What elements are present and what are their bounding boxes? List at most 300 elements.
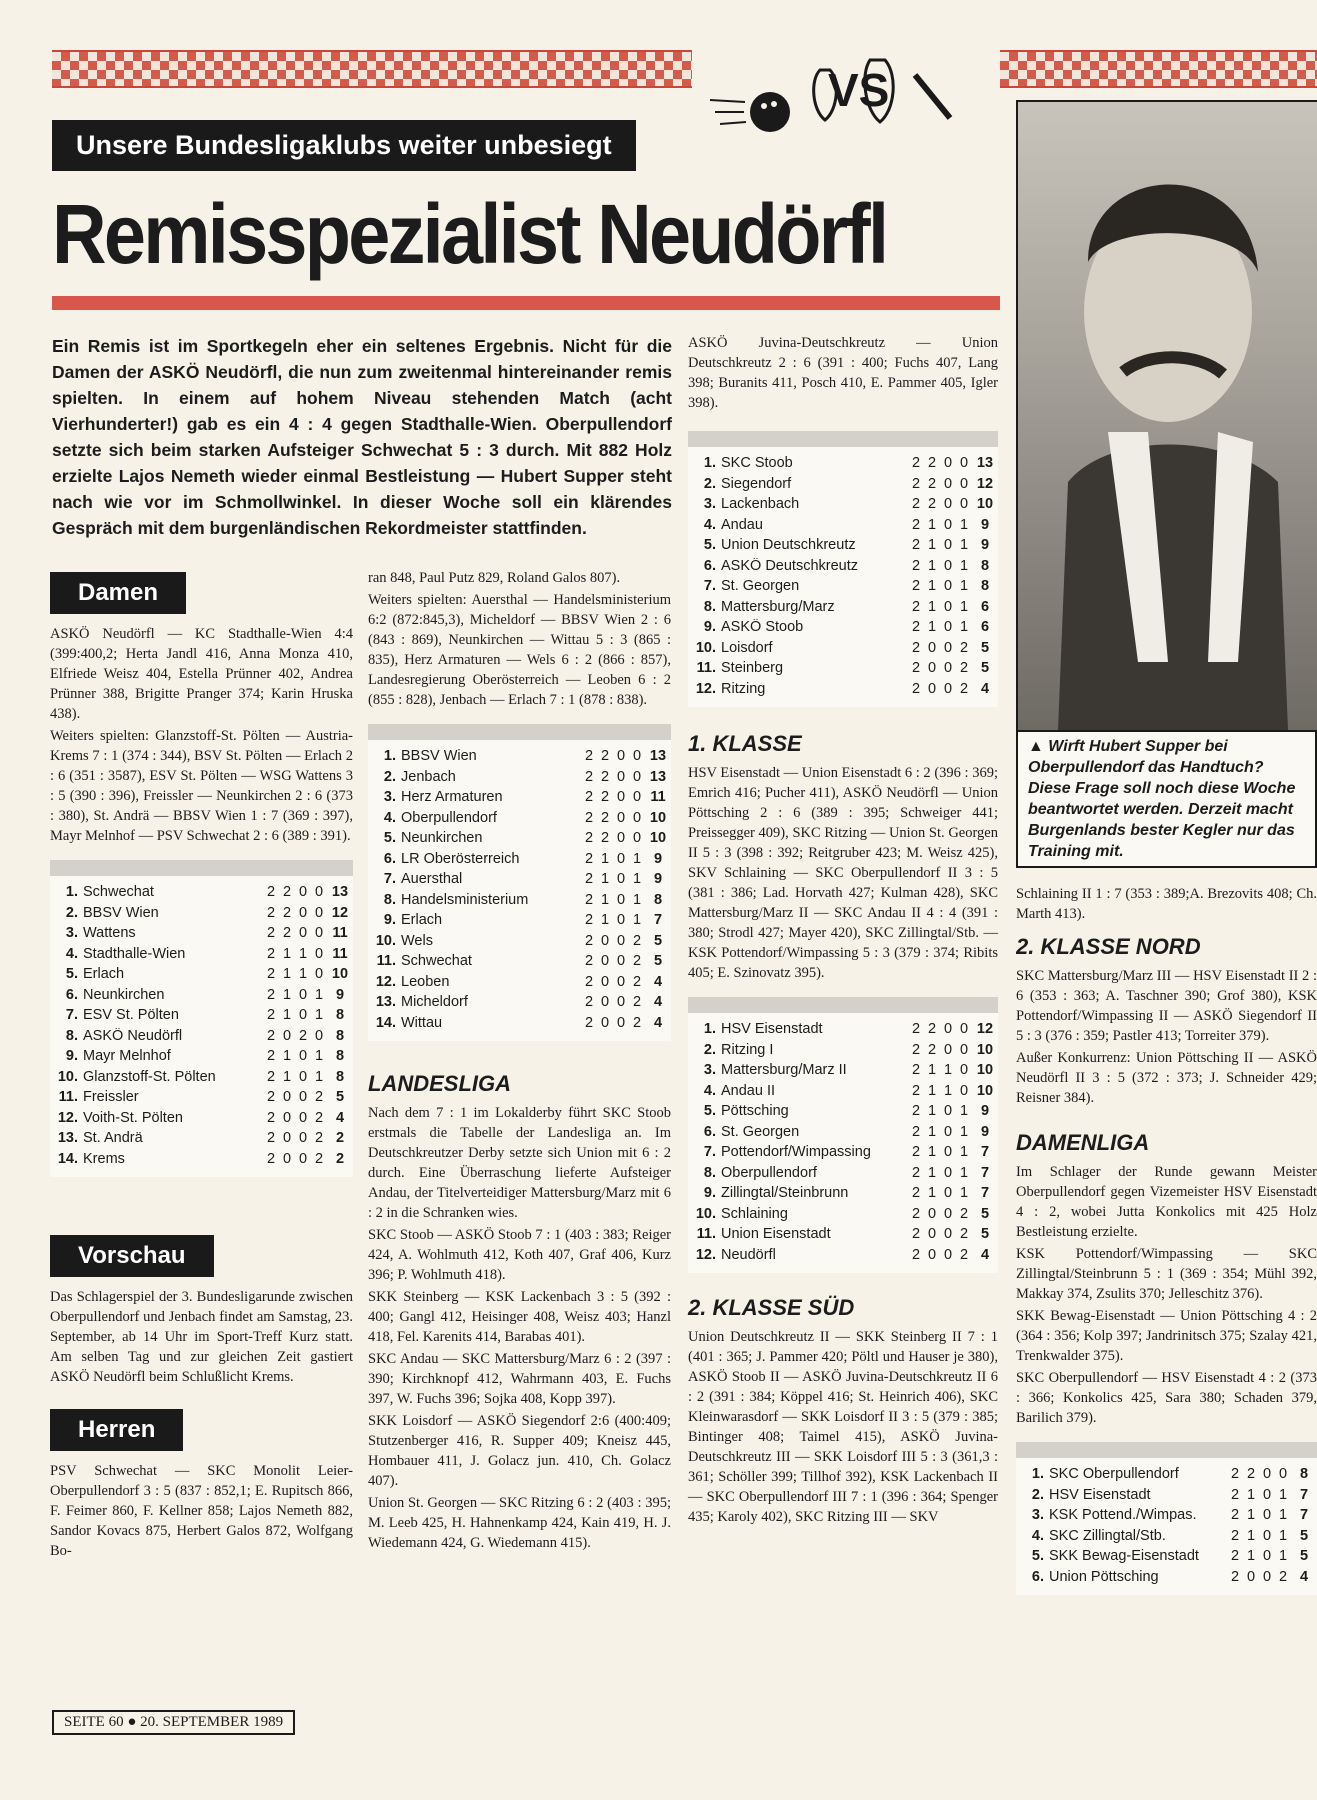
klasse2sued-report-continued: Schlaining II 1 : 7 (353 : 389;A. Brezovits 408; Ch. Marth 413). — [1016, 886, 1317, 922]
stat-cell: 2 — [282, 884, 292, 901]
stat-cell: 2 — [600, 789, 610, 806]
points-cell: 10 — [649, 830, 667, 847]
points-cell: 5 — [653, 953, 663, 970]
rank-cell: 8. — [703, 598, 716, 615]
rank-cell: 6. — [703, 557, 716, 574]
points-cell: 4 — [653, 1014, 663, 1031]
stat-cell: 0 — [314, 904, 324, 921]
team-name-cell: Union Eisenstadt — [721, 1226, 831, 1243]
stat-cell: 2 — [314, 1150, 324, 1167]
team-name-cell: Lackenbach — [721, 496, 800, 513]
stat-cell: 0 — [632, 789, 642, 806]
stat-cell: 0 — [298, 1130, 308, 1147]
stat-cell: 0 — [632, 830, 642, 847]
table-row — [688, 1019, 998, 1040]
stat-cell: 1 — [927, 1082, 937, 1099]
stat-cell: 0 — [616, 953, 626, 970]
table-row — [368, 787, 671, 808]
stat-cell: 0 — [943, 1205, 953, 1222]
table-row — [50, 882, 353, 903]
team-name-cell: Siegendorf — [721, 475, 792, 492]
stat-cell: 0 — [943, 680, 953, 697]
stat-cell: 2 — [584, 973, 594, 990]
stat-cell: 2 — [911, 455, 921, 472]
table-row — [50, 1149, 353, 1170]
table-row — [1016, 1526, 1317, 1547]
stat-cell: 2 — [927, 475, 937, 492]
stat-cell: 0 — [282, 1027, 292, 1044]
damenliga-result-2: SKK Bewag-Eisenstadt — Union Pöttsching 4 : 2 (364 : 356; Kolp 397; Jandrinitsch 375; Szalay 421, Trenkwalder 375). — [1016, 1308, 1317, 1364]
stat-cell: 1 — [927, 1164, 937, 1181]
stat-cell: 2 — [632, 953, 642, 970]
stat-cell: 1 — [1246, 1548, 1256, 1565]
damen-result: ASKÖ Neudörfl — KC Stadthalle-Wien 4:4 (399:400,2; Herta Jandl 416, Anna Monza 410, Elfriede Weisz 404, Estella Prünner 402, Andrea Prünner 388, Brigitte Pranger 374; Karin Hruska 438). — [50, 626, 353, 722]
stat-cell: 1 — [959, 598, 969, 615]
stat-cell: 2 — [927, 455, 937, 472]
team-name-cell: St. Andrä — [83, 1130, 143, 1147]
stat-cell: 0 — [959, 1082, 969, 1099]
stat-cell: 0 — [959, 1021, 969, 1038]
points-cell: 11 — [650, 789, 666, 806]
stat-cell: 0 — [314, 1027, 324, 1044]
checker-band-right — [1000, 50, 1317, 88]
points-cell: 8 — [335, 1068, 345, 1085]
rank-cell: 9. — [65, 1048, 78, 1065]
rank-cell: 8. — [383, 891, 396, 908]
page-footer: SEITE 60 ● 20. SEPTEMBER 1989 — [52, 1710, 295, 1735]
table-row — [1016, 1485, 1317, 1506]
stat-cell: 1 — [927, 598, 937, 615]
landesliga-result-4: SKK Loisdorf — ASKÖ Siegendorf 2:6 (400:409; Stutzenberger 416, R. Supper 409; Kneisz 445, Hombauer 411, J. Golacz jun. 410, Ch. Golacz 407). — [368, 1413, 671, 1489]
stat-cell: 0 — [927, 660, 937, 677]
herren-weitere: Weiters spielten: Auersthal — Handelsministerium 6:2 (872:845,3), Micheldorf — BBSV Wien 2 : 6 (843 : 869), Neunkirchen — Wittau 5 : 3 (865 : 835), Herz Armaturen — Wels 6 : 2 (866 : 857), Landesregierung Oberösterreich — Leoben 6 : 2 (855 : 828), Jenbach — Erlach 7 : 1 (878 : 838). — [368, 592, 671, 708]
stat-cell: 2 — [584, 1014, 594, 1031]
stat-cell: 0 — [943, 516, 953, 533]
team-name-cell: Neunkirchen — [401, 830, 483, 847]
stat-cell: 0 — [959, 496, 969, 513]
section-landesliga: LANDESLIGA — [368, 1071, 511, 1096]
stat-cell: 1 — [1278, 1507, 1288, 1524]
rank-cell: 8. — [703, 1164, 716, 1181]
stat-cell: 0 — [298, 925, 308, 942]
stat-cell: 1 — [927, 619, 937, 636]
section-2-klasse-nord: 2. KLASSE NORD — [1016, 934, 1201, 959]
team-name-cell: Handelsministerium — [401, 891, 529, 908]
rank-cell: 3. — [65, 925, 78, 942]
stat-cell: 0 — [943, 619, 953, 636]
stat-cell: 0 — [1278, 1466, 1288, 1483]
team-name-cell: Leoben — [401, 973, 450, 990]
rank-cell: 12. — [695, 680, 716, 697]
page-headline: Remisspezialist Neudörfl — [52, 187, 887, 281]
team-name-cell: Oberpullendorf — [401, 809, 497, 826]
stat-cell: 0 — [943, 455, 953, 472]
stat-cell: 1 — [314, 1048, 324, 1065]
stat-cell: 0 — [943, 1103, 953, 1120]
stat-cell: 0 — [298, 1048, 308, 1065]
stat-cell: 2 — [584, 809, 594, 826]
stat-cell: 0 — [600, 994, 610, 1011]
team-name-cell: Zillingtal/Steinbrunn — [721, 1185, 849, 1202]
team-name-cell: HSV Eisenstadt — [1049, 1486, 1151, 1503]
rank-cell: 4. — [703, 1082, 716, 1099]
rank-cell: 3. — [703, 1062, 716, 1079]
stat-cell: 1 — [959, 1164, 969, 1181]
stat-cell: 1 — [927, 537, 937, 554]
points-cell: 8 — [1299, 1466, 1309, 1483]
stat-cell: 2 — [911, 1226, 921, 1243]
stat-cell: 2 — [911, 619, 921, 636]
rank-cell: 4. — [703, 516, 716, 533]
team-name-cell: LR Oberösterreich — [401, 850, 520, 867]
stat-cell: 1 — [959, 1144, 969, 1161]
points-cell: 9 — [653, 871, 663, 888]
rank-cell: 5. — [383, 830, 396, 847]
team-name-cell: SKC Zillingtal/Stb. — [1049, 1527, 1166, 1544]
stat-cell: 0 — [616, 768, 626, 785]
photo-caption: ▲ Wirft Hubert Supper bei Oberpullendorf das Handtuch? Diese Frage soll noch diese Woche beantwortet werden. Derzeit macht Burgenlands bester Kegler nur das Training mit. — [1016, 730, 1317, 868]
points-cell: 5 — [980, 639, 990, 656]
stat-cell: 2 — [911, 1021, 921, 1038]
landesliga-result-6: ASKÖ Juvina-Deutschkreutz — Union Deutschkreutz 2 : 6 (391 : 400; Fuchs 407, Lang 398; Buranits 411, Posch 410, E. Pammer 405, Igler 398). — [688, 335, 998, 411]
points-cell: 7 — [980, 1185, 990, 1202]
klasse1-standings-table — [688, 997, 998, 1273]
stat-cell: 0 — [943, 1144, 953, 1161]
stat-cell: 1 — [959, 1185, 969, 1202]
stat-cell: 2 — [632, 973, 642, 990]
table-row — [50, 1087, 353, 1108]
table-row — [688, 453, 998, 474]
stat-cell: 2 — [911, 496, 921, 513]
stat-cell: 1 — [927, 1103, 937, 1120]
rank-cell: 8. — [65, 1027, 78, 1044]
stat-cell: 2 — [632, 994, 642, 1011]
rank-cell: 7. — [65, 1007, 78, 1024]
stat-cell: 0 — [943, 1164, 953, 1181]
headline-red-bar — [52, 296, 1000, 310]
stat-cell: 0 — [943, 537, 953, 554]
team-name-cell: Auersthal — [401, 871, 463, 888]
stat-cell: 2 — [632, 932, 642, 949]
team-name-cell: Oberpullendorf — [721, 1164, 817, 1181]
stat-cell: 2 — [911, 578, 921, 595]
stat-cell: 1 — [600, 912, 610, 929]
rank-cell: 7. — [383, 871, 396, 888]
klasse2sued-report: Union Deutschkreutz II — SKK Steinberg II 7 : 1 (401 : 365; J. Pammer 420; Pöltl und Hauser je 380), ASKÖ Stoob II — ASKÖ Juvina-Deutschkreutz II 6 : 2 (391 : 384; Köppel 416; St. Heinrich 406), SKC Kleinwarasdorf — SKK Loisdorf II 3 : 5 (379 : 385; Bintinger 408; Taimel 415), ASKÖ Juvina-Deutschkreutz III — SKK Loisdorf III 5 : 3 (361,3 : 361; Schöller 399; Tillhof 392), KSK Lackenbach II — SKC Oberpullendorf III 7 : 1 (396 : 364; Spenger 435; Karoly 402), SKC Ritzing III — SKV — [688, 1329, 998, 1525]
points-cell: 8 — [335, 1027, 345, 1044]
stat-cell: 1 — [959, 578, 969, 595]
stat-cell: 1 — [632, 891, 642, 908]
stat-cell: 2 — [282, 925, 292, 942]
table-row — [50, 1128, 353, 1149]
table-row — [688, 597, 998, 618]
team-name-cell: ESV St. Pölten — [83, 1007, 179, 1024]
team-name-cell: ASKÖ Deutschkreutz — [721, 557, 858, 574]
svg-text:VS: VS — [828, 64, 890, 116]
team-name-cell: SKC Oberpullendorf — [1049, 1466, 1179, 1483]
stat-cell: 2 — [584, 891, 594, 908]
points-cell: 7 — [980, 1144, 990, 1161]
stat-cell: 1 — [600, 891, 610, 908]
table-row — [368, 1013, 671, 1034]
rank-cell: 11. — [696, 1226, 716, 1243]
section-header-damen: Damen — [50, 572, 186, 614]
stat-cell: 2 — [1278, 1568, 1288, 1585]
table-row — [688, 1101, 998, 1122]
table-row — [688, 1040, 998, 1061]
table-row — [50, 964, 353, 985]
stat-cell: 2 — [1230, 1507, 1240, 1524]
table-row — [1016, 1546, 1317, 1567]
table-row — [50, 985, 353, 1006]
stat-cell: 0 — [927, 1246, 937, 1263]
table-row — [368, 972, 671, 993]
points-cell: 7 — [980, 1164, 990, 1181]
herren-report: PSV Schwechat — SKC Monolit Leier-Oberpullendorf 3 : 5 (837 : 852,1; E. Rupitsch 866, F. Feimer 860, F. Kellner 858; Lajos Nemeth 882, Sandor Kovacs 875, Herbert Galos 872, Wolfgang Bo- — [50, 1463, 353, 1559]
stat-cell: 2 — [927, 1021, 937, 1038]
rank-cell: 6. — [383, 850, 396, 867]
team-name-cell: SKC Stoob — [721, 455, 793, 472]
points-cell: 10 — [976, 1082, 994, 1099]
points-cell: 9 — [980, 516, 990, 533]
team-name-cell: Mattersburg/Marz — [721, 598, 835, 615]
stat-cell: 0 — [298, 1150, 308, 1167]
team-name-cell: Union Deutschkreutz — [721, 537, 856, 554]
stat-cell: 0 — [632, 748, 642, 765]
points-cell: 10 — [976, 1062, 994, 1079]
table-row — [688, 1163, 998, 1184]
stat-cell: 2 — [282, 904, 292, 921]
stat-cell: 2 — [584, 748, 594, 765]
stat-cell: 2 — [911, 557, 921, 574]
stat-cell: 0 — [616, 994, 626, 1011]
rank-cell: 9. — [703, 619, 716, 636]
team-name-cell: Voith-St. Pölten — [83, 1109, 183, 1126]
points-cell: 5 — [980, 1226, 990, 1243]
table-row — [368, 951, 671, 972]
stat-cell: 2 — [911, 537, 921, 554]
stat-cell: 0 — [1262, 1548, 1272, 1565]
points-cell: 4 — [980, 1246, 990, 1263]
table-row — [688, 576, 998, 597]
team-name-cell: Glanzstoff-St. Pölten — [83, 1068, 216, 1085]
team-name-cell: BBSV Wien — [83, 904, 159, 921]
rank-cell: 7. — [703, 578, 716, 595]
team-name-cell: Mattersburg/Marz II — [721, 1062, 847, 1079]
landesliga-intro: Nach dem 7 : 1 im Lokalderby führt SKC Stoob erstmals die Tabelle der Landesliga an. Im Deutschkreutzer Derby setzte sich Union mit 6 : 2 durch. Eine Überraschung lieferte Aufsteiger Andau, der Titelverteidiger Mattersburg/Marz mit 6 : 2 in die Schranken wies. — [368, 1105, 671, 1221]
stat-cell: 0 — [600, 1014, 610, 1031]
stat-cell: 2 — [266, 1150, 276, 1167]
stat-cell: 2 — [959, 680, 969, 697]
checker-band-left — [52, 50, 692, 88]
stat-cell: 2 — [584, 830, 594, 847]
stat-cell: 2 — [911, 1205, 921, 1222]
points-cell: 11 — [332, 925, 348, 942]
stat-cell: 1 — [1278, 1548, 1288, 1565]
stat-cell: 0 — [616, 850, 626, 867]
rank-cell: 5. — [703, 537, 716, 554]
rank-cell: 12. — [57, 1109, 78, 1126]
column-4 — [1016, 884, 1317, 1595]
stat-cell: 2 — [911, 1185, 921, 1202]
table-row — [50, 1046, 353, 1067]
points-cell: 12 — [976, 1021, 994, 1038]
stat-cell: 0 — [616, 789, 626, 806]
stat-cell: 2 — [266, 904, 276, 921]
player-photo — [1016, 100, 1317, 732]
team-name-cell: Krems — [83, 1150, 125, 1167]
team-name-cell: BBSV Wien — [401, 748, 477, 765]
damenliga-result-3: SKC Oberpullendorf — HSV Eisenstadt 4 : 2 (373 : 366; Konkolics 425, Sara 380; Schaden 379, Barilich 379). — [1016, 1370, 1317, 1426]
stat-cell: 1 — [927, 1185, 937, 1202]
rank-cell: 9. — [383, 912, 396, 929]
points-cell: 2 — [335, 1150, 345, 1167]
team-name-cell: SKK Bewag-Eisenstadt — [1049, 1548, 1199, 1565]
stat-cell: 2 — [266, 986, 276, 1003]
table-row — [1016, 1567, 1317, 1588]
stat-cell: 2 — [927, 496, 937, 513]
rank-cell: 11. — [58, 1089, 78, 1106]
table-row — [688, 1224, 998, 1245]
table-row — [688, 1081, 998, 1102]
rank-cell: 12. — [375, 973, 396, 990]
stat-cell: 2 — [959, 639, 969, 656]
stat-cell: 1 — [959, 557, 969, 574]
stat-cell: 2 — [266, 1007, 276, 1024]
stat-cell: 2 — [911, 1123, 921, 1140]
stat-cell: 2 — [911, 1062, 921, 1079]
stat-cell: 2 — [1230, 1548, 1240, 1565]
stat-cell: 1 — [632, 912, 642, 929]
stat-cell: 2 — [584, 912, 594, 929]
rank-cell: 13. — [57, 1130, 78, 1147]
man-with-towel-icon — [1018, 102, 1317, 730]
stat-cell: 1 — [927, 1144, 937, 1161]
table-row — [368, 746, 671, 767]
stat-cell: 1 — [282, 1048, 292, 1065]
stat-cell: 1 — [959, 1103, 969, 1120]
stat-cell: 2 — [266, 966, 276, 983]
stat-cell: 0 — [616, 932, 626, 949]
stat-cell: 2 — [584, 932, 594, 949]
team-name-cell: Andau — [721, 516, 763, 533]
stat-cell: 2 — [600, 830, 610, 847]
stat-cell: 0 — [600, 973, 610, 990]
stat-cell: 2 — [911, 1041, 921, 1058]
landesliga-result-5: Union St. Georgen — SKC Ritzing 6 : 2 (403 : 395; M. Leeb 425, H. Hahnenkamp 424, Kain 419, H. J. Wiedemann 424, G. Wiedemann 415). — [368, 1495, 671, 1551]
vorschau-text: Das Schlagerspiel der 3. Bundesligarunde zwischen Oberpullendorf und Jenbach findet am Samstag, 23. September, ab 14 Uhr im Sport-Treff Kurz statt. Am selben Tag und zur gleichen Zeit gastiert ASKÖ Neudörfl beim Schlußlicht Krems. — [50, 1289, 353, 1385]
stat-cell: 1 — [959, 1123, 969, 1140]
points-cell: 6 — [980, 598, 990, 615]
stat-cell: 2 — [266, 945, 276, 962]
column-1 — [50, 572, 353, 1561]
stat-cell: 2 — [927, 1041, 937, 1058]
stat-cell: 2 — [911, 680, 921, 697]
table-row — [688, 494, 998, 515]
stat-cell: 0 — [943, 578, 953, 595]
team-name-cell: Wittau — [401, 1014, 443, 1031]
table-row — [688, 1060, 998, 1081]
table-row — [368, 767, 671, 788]
team-name-cell: Erlach — [401, 912, 443, 929]
points-cell: 10 — [976, 496, 994, 513]
team-name-cell: Stadthalle-Wien — [83, 945, 186, 962]
stat-cell: 1 — [1246, 1486, 1256, 1503]
table-row — [368, 849, 671, 870]
points-cell: 9 — [335, 986, 345, 1003]
stat-cell: 0 — [1262, 1568, 1272, 1585]
klasse2nord-results: SKC Mattersburg/Marz III — HSV Eisenstadt II 2 : 6 (353 : 363; A. Taschner 390; Grof 380), KSK Pottendorf/Wimpassing II — ASKÖ Siegendorf II 5 : 3 (376 : 359; Pastler 413; Torreiter 379). — [1016, 968, 1317, 1044]
stat-cell: 1 — [927, 1123, 937, 1140]
points-cell: 9 — [980, 1103, 990, 1120]
table-row — [688, 535, 998, 556]
stat-cell: 0 — [632, 768, 642, 785]
table-row — [688, 638, 998, 659]
stat-cell: 0 — [314, 925, 324, 942]
stat-cell: 1 — [1246, 1527, 1256, 1544]
stat-cell: 0 — [600, 953, 610, 970]
rank-cell: 3. — [1031, 1507, 1044, 1524]
stat-cell: 0 — [943, 1021, 953, 1038]
stat-cell: 2 — [266, 1089, 276, 1106]
table-row — [688, 474, 998, 495]
table-row — [688, 679, 998, 700]
table-row — [50, 1067, 353, 1088]
stat-cell: 2 — [911, 1164, 921, 1181]
table-row — [688, 1142, 998, 1163]
stat-cell: 0 — [943, 639, 953, 656]
damenliga-intro: Im Schlager der Runde gewann Meister Oberpullendorf gegen Vizemeister HSV Eisenstadt 4 : 2, wobei Jutta Konkolics mit 425 Holz Bestleistung erzielte. — [1016, 1164, 1317, 1240]
team-name-cell: Andau II — [721, 1082, 776, 1099]
stat-cell: 1 — [959, 537, 969, 554]
team-name-cell: Herz Armaturen — [401, 789, 503, 806]
table-row — [368, 992, 671, 1013]
stat-cell: 2 — [1230, 1568, 1240, 1585]
stat-cell: 0 — [632, 809, 642, 826]
stat-cell: 2 — [911, 516, 921, 533]
rank-cell: 2. — [703, 475, 716, 492]
section-1-klasse: 1. KLASSE — [688, 731, 802, 756]
column-3 — [688, 333, 998, 1527]
stat-cell: 0 — [1262, 1466, 1272, 1483]
team-name-cell: Erlach — [83, 966, 125, 983]
stat-cell: 0 — [616, 871, 626, 888]
stat-cell: 1 — [632, 871, 642, 888]
points-cell: 7 — [1299, 1486, 1309, 1503]
klasse2nord-report — [1016, 966, 1317, 1108]
stat-cell: 1 — [298, 966, 308, 983]
stat-cell: 2 — [911, 1082, 921, 1099]
landesliga-result-3: SKC Andau — SKC Mattersburg/Marz 6 : 2 (397 : 390; Kirchknopf 412, Wahrmann 403, E. Fuchs 397, W. Fuchs 396; Sojka 408, Kopp 397). — [368, 1351, 671, 1407]
table-row — [688, 1122, 998, 1143]
kicker-banner — [52, 120, 636, 171]
damen-standings-table — [50, 860, 353, 1177]
points-cell: 9 — [653, 850, 663, 867]
stat-cell: 1 — [314, 1068, 324, 1085]
stat-cell: 1 — [632, 850, 642, 867]
team-name-cell: Freissler — [83, 1089, 139, 1106]
stat-cell: 0 — [616, 748, 626, 765]
stat-cell: 1 — [927, 1062, 937, 1079]
table-row — [1016, 1505, 1317, 1526]
rank-cell: 2. — [383, 768, 396, 785]
table-row — [688, 1245, 998, 1266]
stat-cell: 0 — [943, 1123, 953, 1140]
stat-cell: 2 — [600, 768, 610, 785]
points-cell: 9 — [980, 1123, 990, 1140]
table-row — [50, 1005, 353, 1026]
rank-cell: 3. — [383, 789, 396, 806]
